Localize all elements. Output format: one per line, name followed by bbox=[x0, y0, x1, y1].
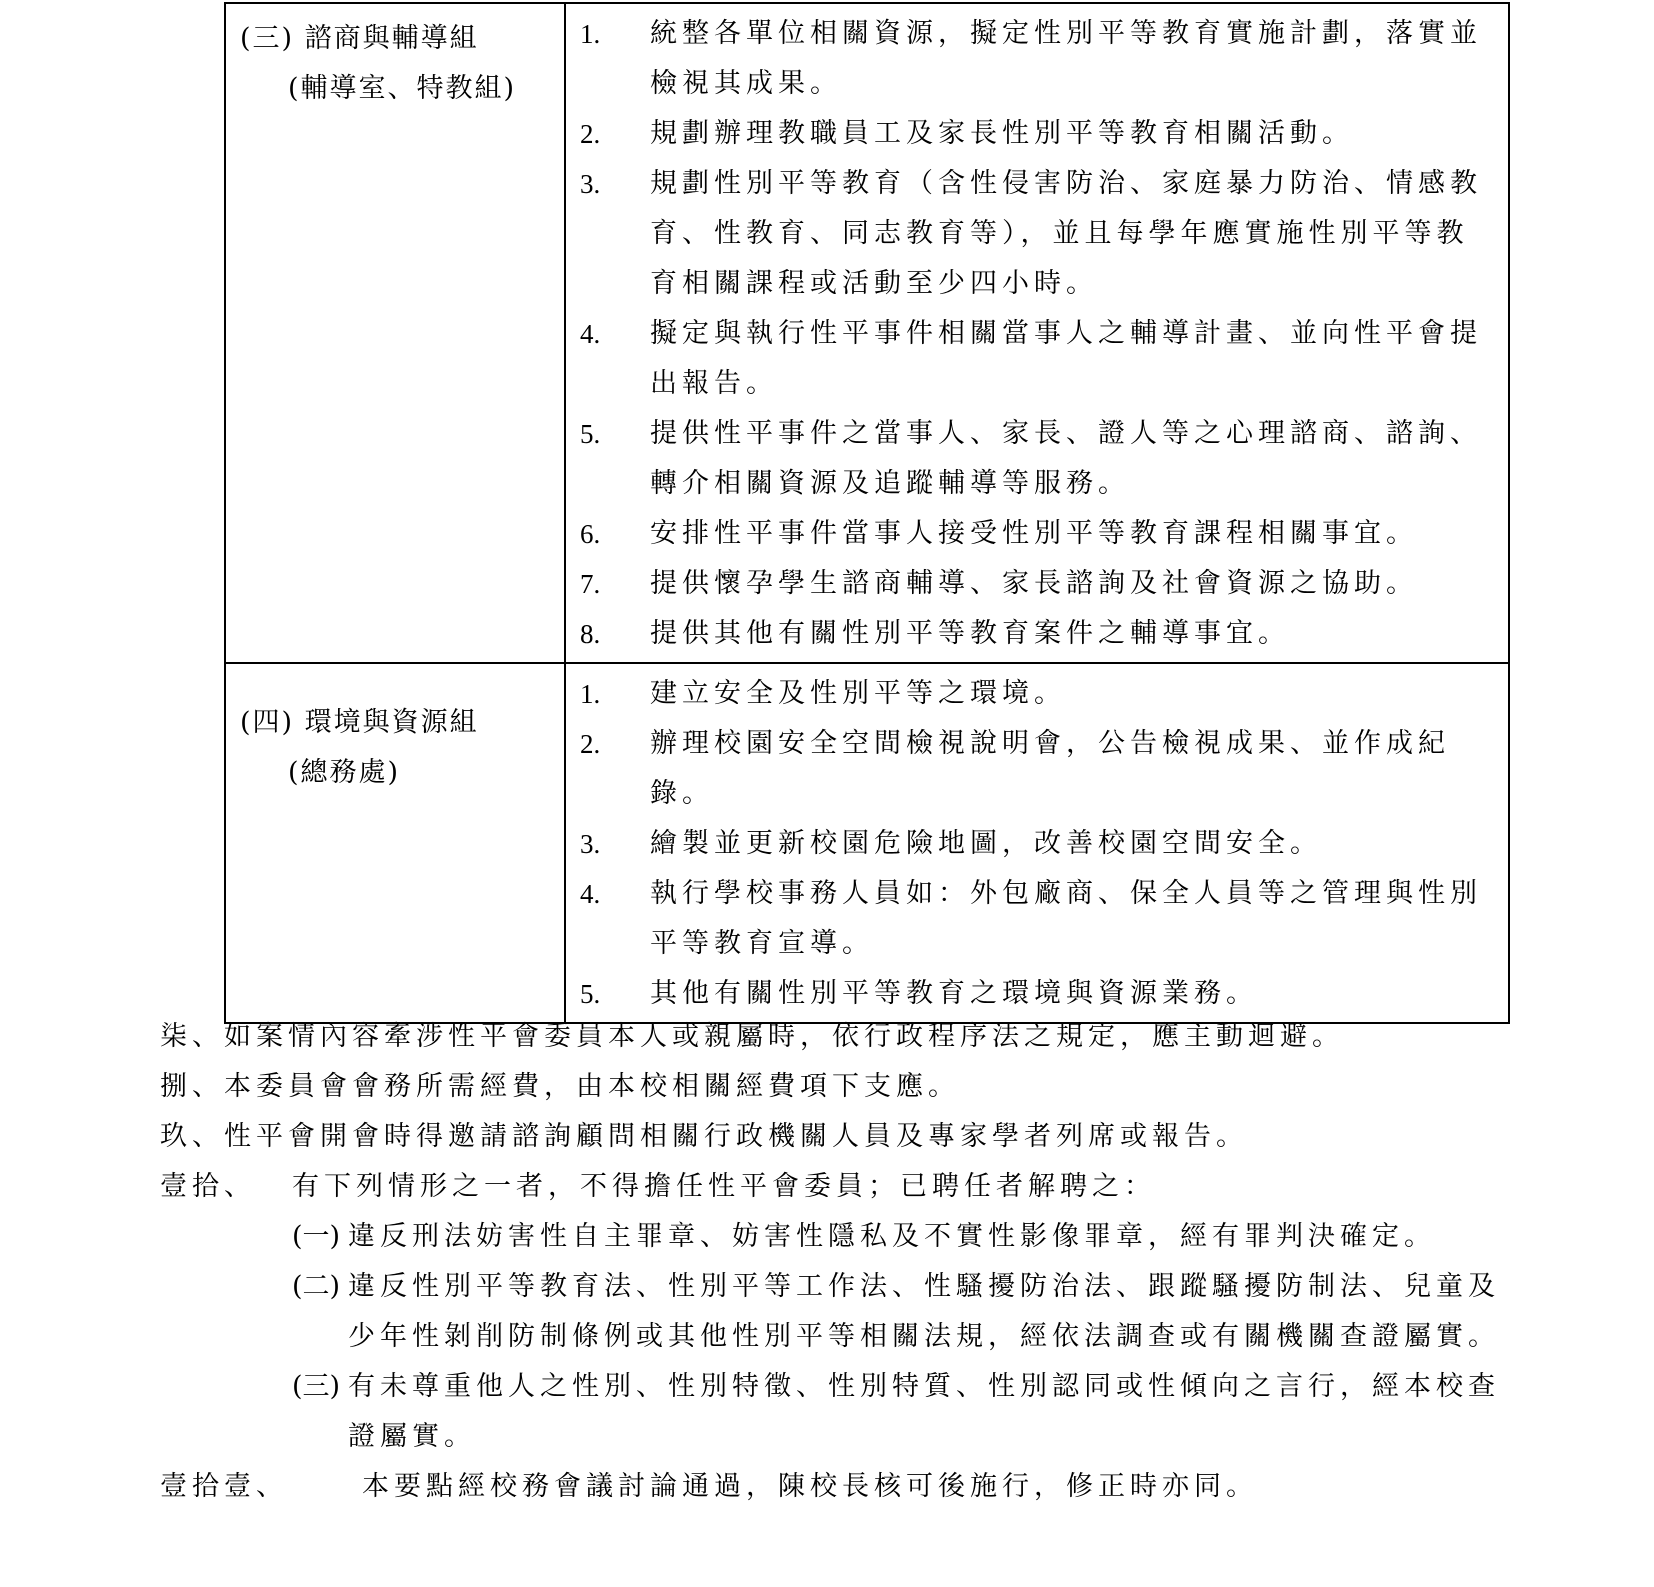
group-unit: (總務處) bbox=[288, 757, 401, 788]
article-7: 柒、如案情內容牽涉性平會委員本人或親屬時，依行政程序法之規定，應主動迴避。 bbox=[160, 1021, 1344, 1052]
article-label: 壹拾、 bbox=[160, 1171, 256, 1202]
duty-item: 7. 提供懷孕學生諮商輔導、家長諮詢及社會資源之協助。 bbox=[580, 568, 1418, 599]
article-label: 壹拾壹、 bbox=[160, 1471, 288, 1502]
duty-item: 4. 擬定與執行性平事件相關當事人之輔導計畫、並向性平會提出報告。 bbox=[580, 318, 1482, 399]
table-row-environment bbox=[225, 663, 1509, 1023]
sub-item: (一) 違反刑法妨害性自主罪章、妨害性隱私及不實性影像罪章，經有罪判決確定。 bbox=[292, 1221, 1436, 1252]
duty-list bbox=[566, 664, 1508, 1022]
duties-cell bbox=[565, 663, 1509, 1023]
group-cell bbox=[225, 663, 565, 1023]
duty-item: 2. 辦理校園安全空間檢視說明會，公告檢視成果、並作成紀錄。 bbox=[580, 728, 1450, 809]
duty-item: 1. 建立安全及性別平等之環境。 bbox=[580, 678, 1066, 709]
group-unit: (輔導室、特教組) bbox=[288, 73, 517, 104]
table-row-counseling bbox=[225, 3, 1509, 663]
group-title: (三) 諮商與輔導組 bbox=[240, 23, 479, 54]
duties-cell bbox=[565, 3, 1509, 663]
duty-item: 5. 提供性平事件之當事人、家長、證人等之心理諮商、諮詢、轉介相關資源及追蹤輔導等服務。 bbox=[580, 418, 1482, 499]
duty-item: 3. 繪製並更新校園危險地圖，改善校園空間安全。 bbox=[580, 828, 1322, 859]
articles bbox=[160, 1012, 1520, 1512]
duty-item: 3. 規劃性別平等教育（含性侵害防治、家庭暴力防治、情感教育、性教育、同志教育等），並且每學年應實施性別平等教育相關課程或活動至少四小時。 bbox=[580, 168, 1482, 299]
duty-item: 1. 統整各單位相關資源，擬定性別平等教育實施計劃，落實並檢視其成果。 bbox=[580, 18, 1482, 99]
group-cell bbox=[225, 3, 565, 663]
article-8: 捌、本委員會會務所需經費，由本校相關經費項下支應。 bbox=[160, 1071, 960, 1102]
sub-item: (二) 違反性別平等教育法、性別平等工作法、性騷擾防治法、跟蹤騷擾防制法、兒童及少年性剝削防制條例或其他性別平等相關法規，經依法調查或有關機關查證屬實。 bbox=[292, 1271, 1500, 1352]
duty-item: 6. 安排性平事件當事人接受性別平等教育課程相關事宜。 bbox=[580, 518, 1418, 549]
duty-list bbox=[566, 4, 1508, 662]
group-title: (四) 環境與資源組 bbox=[240, 707, 479, 738]
duty-table bbox=[224, 2, 1510, 1024]
sub-item: (三) 有未尊重他人之性別、性別特徵、性別特質、性別認同或性傾向之言行，經本校查證屬實。 bbox=[292, 1371, 1500, 1452]
article-text: 有下列情形之一者，不得擔任性平會委員；已聘任者解聘之： bbox=[292, 1171, 1156, 1202]
duty-item: 5. 其他有關性別平等教育之環境與資源業務。 bbox=[580, 978, 1258, 1009]
article-11 bbox=[160, 1462, 1520, 1512]
article-text: 本要點經校務會議討論通過，陳校長核可後施行，修正時亦同。 bbox=[362, 1471, 1258, 1502]
article-10 bbox=[160, 1162, 1520, 1212]
duty-item: 8. 提供其他有關性別平等教育案件之輔導事宜。 bbox=[580, 618, 1290, 649]
article-9: 玖、性平會開會時得邀請諮詢顧問相關行政機關人員及專家學者列席或報告。 bbox=[160, 1121, 1248, 1152]
duty-item: 4. 執行學校事務人員如：外包廠商、保全人員等之管理與性別平等教育宣導。 bbox=[580, 878, 1482, 959]
duty-item: 2. 規劃辦理教職員工及家長性別平等教育相關活動。 bbox=[580, 118, 1354, 149]
article-10-sublist bbox=[292, 1212, 1520, 1462]
